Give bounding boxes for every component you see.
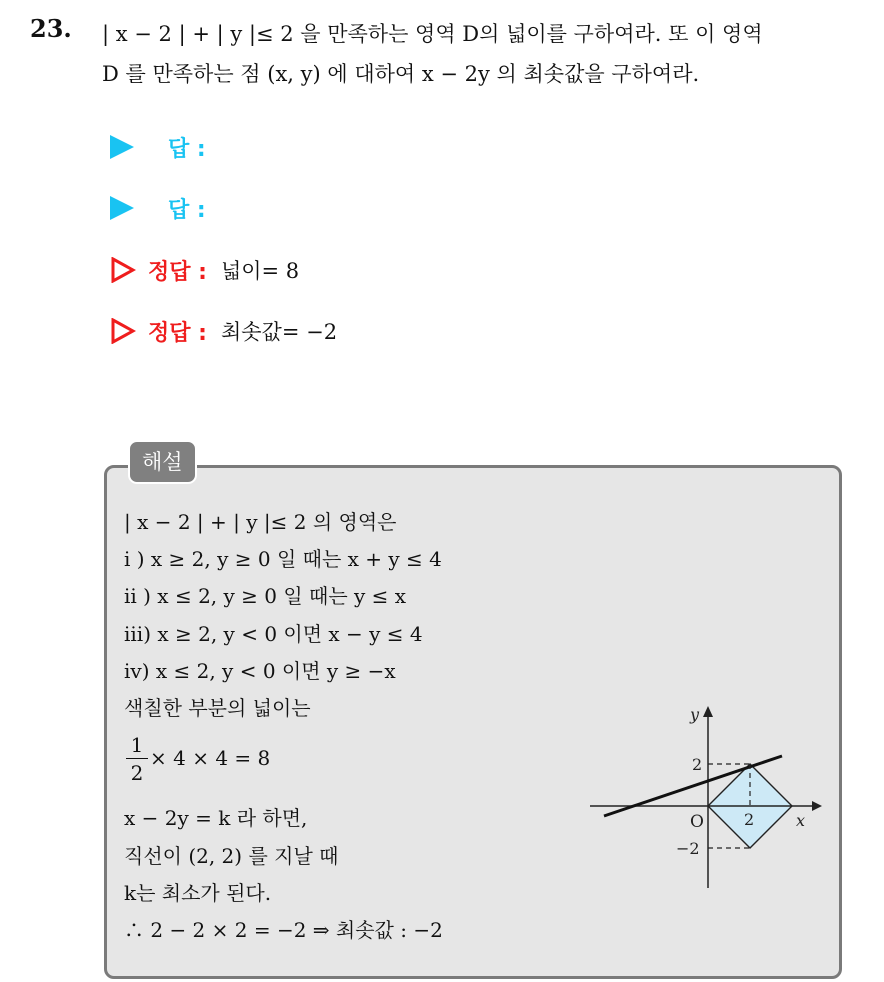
y-axis-label: y xyxy=(690,705,700,724)
correct-answer-label: 정답 : xyxy=(148,259,207,285)
answer-row-1 xyxy=(110,130,220,164)
question-number: 23. xyxy=(30,14,72,43)
origin-label: O xyxy=(690,812,704,832)
question-text-line-2: D 를 만족하는 점 (x, y) 에 대하여 x − 2y 의 최솟값을 구하여라. xyxy=(102,62,700,86)
correct-answer-value: 최솟값= −2 xyxy=(220,320,338,344)
solution-line: | x − 2 | + | y |≤ 2 의 영역은 xyxy=(124,510,397,534)
solution-line: 직선이 (2, 2) 를 지날 때 xyxy=(124,844,339,868)
solution-line: k는 최소가 된다. xyxy=(124,881,272,905)
y-axis-arrow-icon xyxy=(703,706,713,717)
answer-label: 답 : xyxy=(168,197,206,223)
answer-row-2 xyxy=(110,191,220,225)
play-arrow-icon xyxy=(110,196,134,220)
answer-label: 답 : xyxy=(168,136,206,162)
solution-line: ∴ 2 − 2 × 2 = −2 ⇒ 최솟값 : −2 xyxy=(124,918,443,942)
solution-badge: 해설 xyxy=(128,440,197,484)
outline-arrow-icon xyxy=(110,257,136,283)
x-axis-label: x xyxy=(796,811,806,830)
fraction-numerator: 1 xyxy=(130,733,144,757)
play-arrow-icon xyxy=(110,135,134,159)
solution-line: i ) x ≥ 2, y ≥ 0 일 때는 x + y ≤ 4 xyxy=(124,547,442,571)
fraction-one-half xyxy=(126,733,148,785)
solution-line: × 4 × 4 = 8 xyxy=(150,746,271,770)
fraction-denominator: 2 xyxy=(130,761,144,785)
correct-answer-value: 넓이= 8 xyxy=(220,259,300,283)
solution-line: iii) x ≥ 2, y < 0 이면 x − y ≤ 4 xyxy=(124,622,423,646)
solution-line: x − 2y = k 라 하면, xyxy=(124,806,308,830)
solution-line: ii ) x ≤ 2, y ≥ 0 일 때는 y ≤ x xyxy=(124,584,407,608)
correct-answer-row-2 xyxy=(110,314,337,348)
question-text-line-1: | x − 2 | + | y |≤ 2 을 만족하는 영역 D의 넓이를 구하여라. 또 이 영역 xyxy=(102,22,763,46)
tick-label-y-neg2: −2 xyxy=(676,839,700,858)
solution-line: iv) x ≤ 2, y < 0 이면 y ≥ −x xyxy=(124,659,396,683)
tick-label-y-2: 2 xyxy=(692,755,703,774)
x-axis-arrow-icon xyxy=(812,801,822,811)
correct-answer-label: 정답 : xyxy=(148,320,207,346)
outline-arrow-icon xyxy=(110,318,136,344)
tick-label-x-2: 2 xyxy=(744,810,755,829)
solution-line: 색칠한 부분의 넓이는 xyxy=(124,696,311,720)
correct-answer-row-1 xyxy=(110,253,299,287)
region-graph xyxy=(590,696,830,892)
